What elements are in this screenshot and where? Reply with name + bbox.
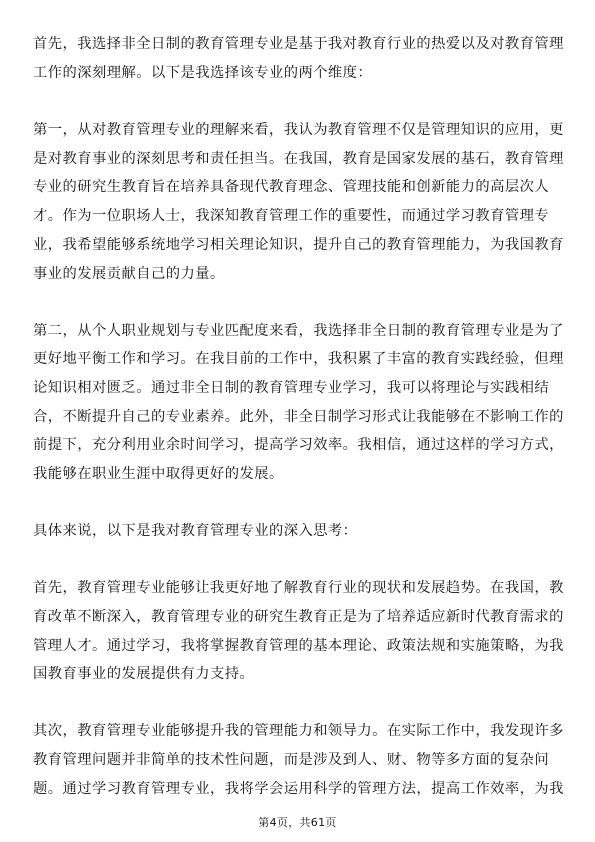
text-line: 育改革不断深入，教育管理专业的研究生教育正是为了培养适应新时代教育需求的 xyxy=(33,609,564,625)
text-line: 是对教育事业的深刻思考和责任担当。在我国，教育是国家发展的基石，教育管理 xyxy=(33,151,564,167)
text-line: 其次，教育管理专业能够提升我的管理能力和领导力。在实际工作中，我发现许多 xyxy=(33,723,564,739)
text-line: 更好地平衡工作和学习。在我目前的工作中，我积累了丰富的教育实践经验，但理 xyxy=(33,351,564,367)
text-line: 前提下，充分利用业余时间学习，提高学习效率。我相信，通过这样的学习方式， xyxy=(33,437,564,453)
text-line: 我能够在职业生涯中取得更好的发展。 xyxy=(33,466,284,482)
text-line: 首先，我选择非全日制的教育管理专业是基于我对教育行业的热爱以及对教育管理 xyxy=(33,36,564,52)
text-line: 才。作为一位职场人士，我深知教育管理工作的重要性，而通过学习教育管理专 xyxy=(33,208,550,224)
text-line: 题。通过学习教育管理专业，我将学会运用科学的管理方法，提高工作效率，为我 xyxy=(33,781,564,797)
text-line: 工作的深刻理解。以下是我选择该专业的两个维度： xyxy=(33,65,373,81)
text-line: 教育管理问题并非简单的技术性问题，而是涉及到人、财、物等多方面的复杂问 xyxy=(33,752,550,768)
text-line: 事业的发展贡献自己的力量。 xyxy=(33,266,225,282)
text-line: 第二，从个人职业规划与专业匹配度来看，我选择非全日制的教育管理专业是为了 xyxy=(33,323,564,339)
text-line: 业，我希望能够系统地学习相关理论知识，提升自己的教育管理能力，为我国教育 xyxy=(33,237,564,253)
text-line: 首先，教育管理专业能够让我更好地了解教育行业的现状和发展趋势。在我国，教 xyxy=(33,580,564,596)
text-line: 具体来说，以下是我对教育管理专业的深入思考： xyxy=(33,523,358,539)
text-line: 合，不断提升自己的专业素养。此外，非全日制学习形式让我能够在不影响工作的 xyxy=(33,409,564,425)
text-line: 管理人才。通过学习，我将掌握教育管理的基本理论、政策法规和实施策略，为我 xyxy=(33,638,564,654)
page-number-footer: 第4页，共61页 xyxy=(258,816,337,829)
text-line: 国教育事业的发展提供有力支持。 xyxy=(33,666,255,682)
text-line: 专业的研究生教育旨在培养具备现代教育理念、管理技能和创新能力的高层次人 xyxy=(33,179,550,195)
text-line: 论知识相对匮乏。通过非全日制的教育管理专业学习，我可以将理论与实践相结 xyxy=(33,380,550,396)
text-line: 第一，从对教育管理专业的理解来看，我认为教育管理不仅是管理知识的应用，更 xyxy=(33,122,564,138)
